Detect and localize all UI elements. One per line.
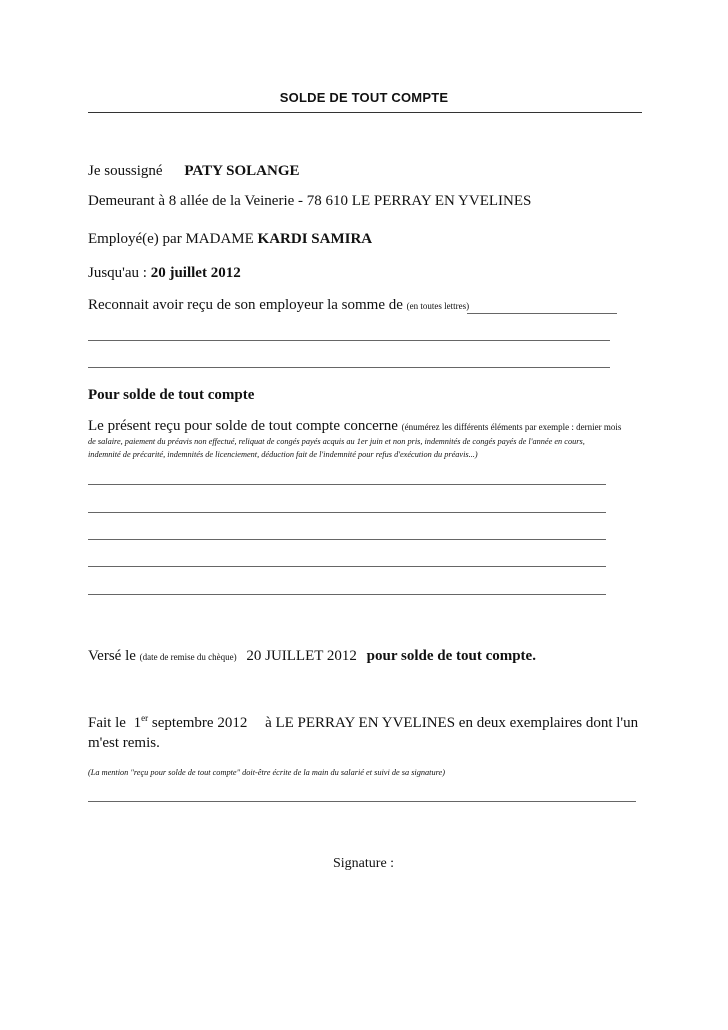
employer-line: [88, 231, 372, 248]
payment-label: Versé le: [88, 648, 136, 664]
fait-day-sup: er: [141, 713, 149, 723]
concerne-note-2: de salaire, paiement du préavis non effectué, reliquat de congés payés acquis au 1er juin et non pris, indemnités de congés payés de l'année en cours,: [88, 437, 585, 446]
amount-fill-line: [467, 313, 617, 314]
signed-place-date-line: [88, 715, 638, 732]
fait-month-year: septembre 2012: [151, 715, 248, 731]
concerne-note-1: (énumérez les différents éléments par exemple : dernier mois: [401, 422, 622, 432]
signature-label: Signature :: [333, 856, 395, 871]
concerne-label: Le présent reçu pour solde de tout compte concerne: [88, 418, 398, 434]
end-date-label: Jusqu'au :: [88, 265, 147, 281]
amount-label: Reconnait avoir reçu de son employeur la somme de: [88, 297, 403, 313]
employee-name: PATY SOLANGE: [184, 163, 300, 179]
section-heading: Pour solde de tout compte: [88, 387, 255, 403]
blank-line: [88, 340, 610, 341]
concerne-line: [88, 418, 621, 435]
blank-line: [88, 512, 606, 513]
handwritten-mention-line: [88, 801, 636, 802]
payment-line: [88, 648, 536, 665]
amount-line: [88, 297, 469, 314]
payment-date: 20 JUILLET 2012: [246, 648, 357, 664]
concerne-note-3: indemnité de précarité, indemnités de licenciement, déduction fait de l'indemnité pour refus d'exécution du préavis...): [88, 450, 478, 459]
fait-prefix: Fait le: [88, 715, 126, 731]
blank-line: [88, 594, 606, 595]
blank-line: [88, 566, 606, 567]
soussigne-line: [88, 163, 300, 180]
blank-line: [88, 367, 610, 368]
blank-line: [88, 539, 606, 540]
blank-line: [88, 484, 606, 485]
fait-day: 1: [133, 715, 142, 731]
payment-suffix: pour solde de tout compte.: [366, 648, 536, 664]
fait-place: à LE PERRAY EN YVELINES en deux exemplaires dont l'un: [265, 715, 639, 731]
soussigne-label: Je soussigné: [88, 163, 163, 179]
mention-note: (La mention "reçu pour solde de tout compte" doit-être écrite de la main du salarié et suivi de sa signature): [88, 768, 445, 777]
address-line: Demeurant à 8 allée de la Veinerie - 78 610 LE PERRAY EN YVELINES: [88, 193, 532, 209]
fait-line-2: m'est remis.: [88, 735, 160, 751]
amount-note: (en toutes lettres): [406, 301, 470, 311]
end-date-line: [88, 265, 241, 282]
title-underline: [88, 112, 642, 113]
payment-note: (date de remise du chèque): [139, 652, 237, 662]
employer-label: Employé(e) par MADAME: [88, 231, 254, 247]
end-date-value: 20 juillet 2012: [150, 265, 241, 281]
document-title: SOLDE DE TOUT COMPTE: [279, 90, 449, 105]
employer-name: KARDI SAMIRA: [257, 231, 373, 247]
